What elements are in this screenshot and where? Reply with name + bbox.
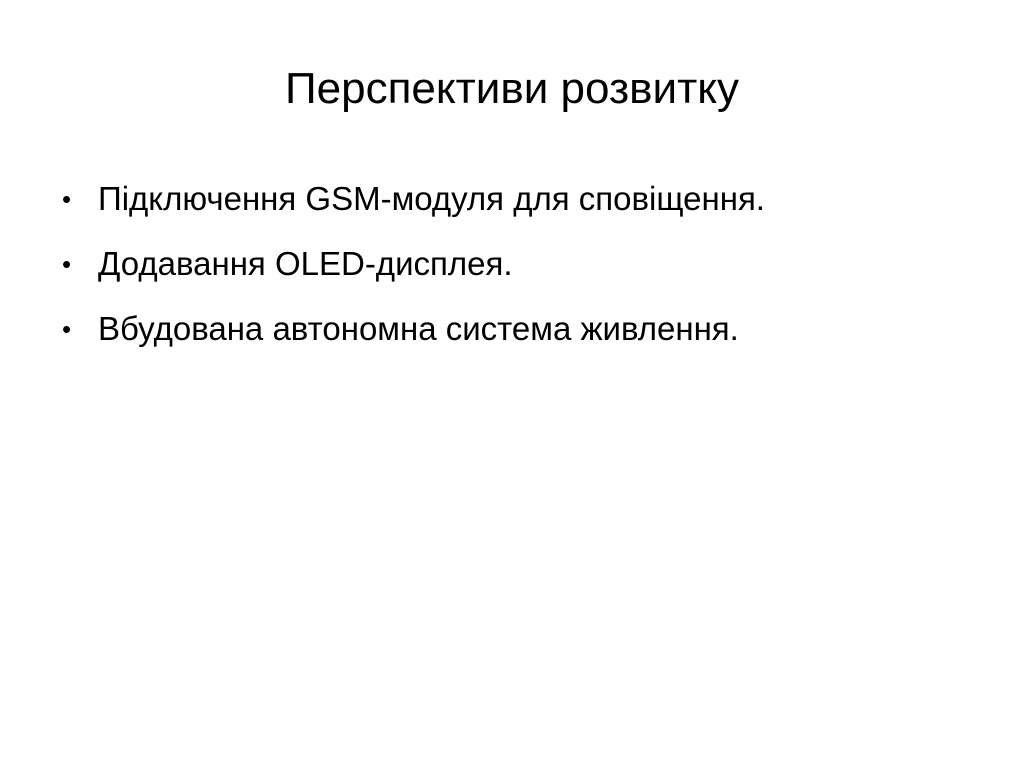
bullet-list xyxy=(62,178,994,373)
list-item xyxy=(62,178,994,220)
bullet-icon: • xyxy=(62,314,72,344)
list-item xyxy=(62,308,994,350)
list-item xyxy=(62,243,994,285)
slide-title: Перспективи розвитку xyxy=(285,64,739,113)
bullet-icon: • xyxy=(62,249,72,279)
bullet-text: Вбудована автономна система живлення. xyxy=(98,310,739,347)
bullet-text: Підключення GSM-модуля для сповіщення. xyxy=(98,180,765,217)
bullet-icon: • xyxy=(62,184,72,214)
bullet-text: Додавання OLED-дисплея. xyxy=(98,245,513,282)
